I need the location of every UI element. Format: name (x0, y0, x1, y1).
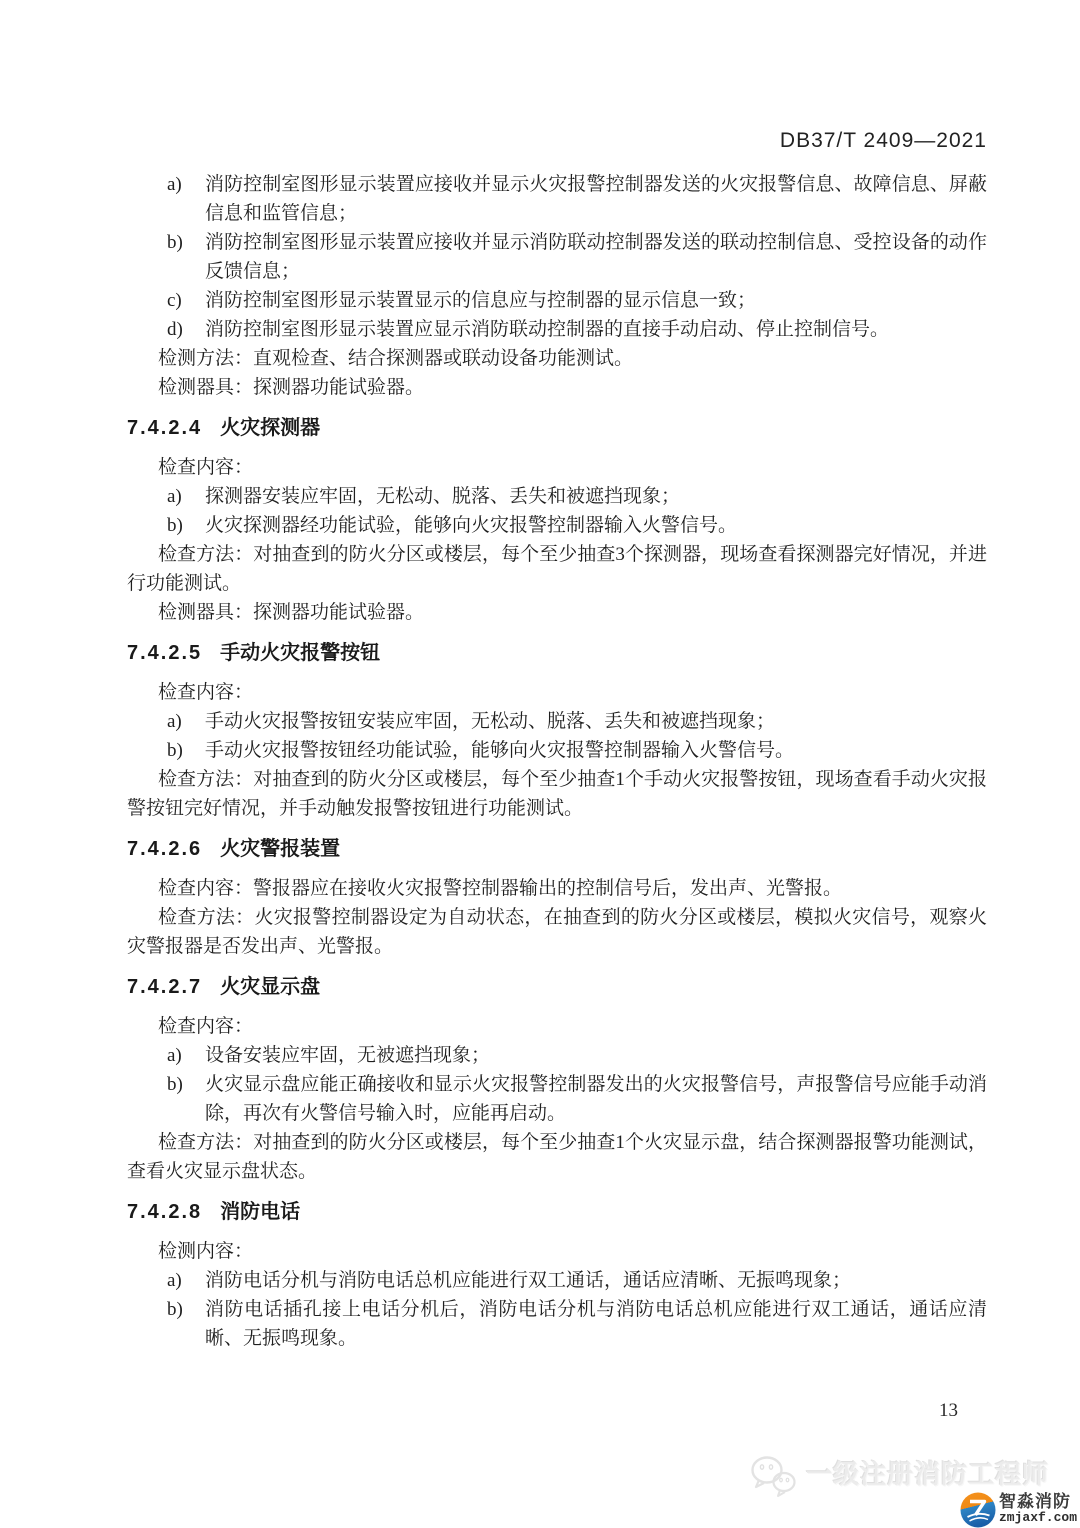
paragraph: 检查内容： (158, 1016, 254, 1037)
list-item (127, 1041, 987, 1070)
paragraph: 检查内容： (158, 457, 254, 478)
list-item-text: 消防控制室图形显示装置应接收并显示消防联动控制器发送的联动控制信息、受控设备的动作反馈信息； (205, 232, 987, 282)
list-item-label: b) (167, 232, 183, 253)
paragraph: 检查方法：火灾报警控制器设定为自动状态，在抽查到的防火分区或楼层，模拟火灾信号，观察火灾警报器是否发出声、光警报。 (127, 907, 987, 957)
list-item-label: b) (167, 515, 183, 536)
list-item-label: b) (167, 1074, 183, 1095)
list-item (127, 511, 987, 540)
section-title: 手动火灾报警按钮 (220, 642, 381, 664)
section-fire-display-panel (127, 973, 987, 1186)
list-item-text: 手动火灾报警按钮经功能试验，能够向火灾报警控制器输入火警信号。 (205, 740, 795, 761)
list-item (127, 1266, 987, 1295)
list-item-text: 火灾显示盘应能正确接收和显示火灾报警控制器发出的火灾报警信号，声报警信号应能手动消除，再次有火警信号输入时，应能再启动。 (205, 1074, 987, 1124)
list-item-label: d) (167, 319, 183, 340)
content-area (127, 170, 987, 1353)
paragraph: 检测方法：直观检查、结合探测器或联动设备功能测试。 (158, 348, 634, 369)
section-number: 7.4.2.4 (127, 417, 203, 439)
paragraph: 检查内容： (158, 682, 254, 703)
list-item (127, 1070, 987, 1128)
list-item-text: 消防控制室图形显示装置应显示消防联动控制器的直接手动启动、停止控制信号。 (205, 319, 890, 340)
section-number: 7.4.2.8 (127, 1201, 203, 1223)
intro-list (127, 170, 987, 402)
list-item (127, 315, 987, 344)
section-title: 消防电话 (220, 1201, 301, 1223)
section-manual-call-point (127, 639, 987, 823)
list-item-text: 消防控制室图形显示装置应接收并显示火灾报警控制器发送的火灾报警信息、故障信息、屏蔽信息和监管信息； (205, 174, 987, 224)
section-heading (127, 1198, 987, 1227)
section-number: 7.4.2.7 (127, 976, 203, 998)
watermark-text: 一级注册消防工程师 (806, 1460, 1050, 1489)
list-item-label: b) (167, 740, 183, 761)
section-heading (127, 973, 987, 1002)
section-title: 火灾显示盘 (220, 976, 321, 998)
list-item (127, 707, 987, 736)
list-item-text: 设备安装应牢固，无被遮挡现象； (205, 1045, 491, 1066)
list-item-label: a) (167, 711, 182, 732)
list-item-label: b) (167, 1299, 183, 1320)
paragraph: 检测内容： (158, 1241, 254, 1262)
doc-code: DB37/T 2409—2021 (779, 129, 987, 152)
list-item-text: 手动火灾报警按钮安装应牢固，无松动、脱落、丢失和被遮挡现象； (205, 711, 776, 732)
section-fire-telephone (127, 1198, 987, 1353)
paragraph: 检查方法：对抽查到的防火分区或楼层，每个至少抽查1个手动火灾报警按钮，现场查看手动火灾报警按钮完好情况，并手动触发报警按钮进行功能测试。 (127, 769, 987, 819)
list-item (127, 1295, 987, 1353)
brand-block (960, 1492, 1077, 1528)
list-item-label: a) (167, 174, 182, 195)
section-title: 火灾探测器 (220, 417, 321, 439)
section-fire-alarm-device (127, 835, 987, 961)
list-item-label: c) (167, 290, 182, 311)
section-heading (127, 639, 987, 668)
section-heading (127, 414, 987, 443)
list-item (127, 228, 987, 286)
list-item (127, 170, 987, 228)
section-title: 火灾警报装置 (220, 838, 341, 860)
list-item (127, 286, 987, 315)
page-number: 13 (939, 1400, 958, 1421)
paragraph: 检查方法：对抽查到的防火分区或楼层，每个至少抽查3个探测器，现场查看探测器完好情况，并进行功能测试。 (127, 544, 987, 594)
list-item-label: a) (167, 486, 182, 507)
list-item-label: a) (167, 1045, 182, 1066)
list-item (127, 482, 987, 511)
list-item-text: 消防电话分机与消防电话总机应能进行双工通话，通话应清晰、无振鸣现象； (205, 1270, 852, 1291)
list-item-text: 消防电话插孔接上电话分机后，消防电话分机与消防电话总机应能进行双工通话，通话应清晰、无振鸣现象。 (205, 1299, 987, 1349)
list-item-text: 消防控制室图形显示装置显示的信息应与控制器的显示信息一致； (205, 290, 757, 311)
section-number: 7.4.2.6 (127, 838, 203, 860)
wechat-icon (750, 1454, 798, 1498)
section-heading (127, 835, 987, 864)
paragraph: 检测器具：探测器功能试验器。 (158, 602, 425, 623)
list-item-text: 探测器安装应牢固，无松动、脱落、丢失和被遮挡现象； (205, 486, 681, 507)
paragraph: 检测器具：探测器功能试验器。 (158, 377, 425, 398)
brand-logo-icon (960, 1492, 996, 1528)
list-item (127, 736, 987, 765)
paragraph: 检查方法：对抽查到的防火分区或楼层，每个至少抽查1个火灾显示盘，结合探测器报警功能测试，查看火灾显示盘状态。 (127, 1132, 987, 1182)
paragraph: 检查内容：警报器应在接收火灾报警控制器输出的控制信号后，发出声、光警报。 (158, 878, 843, 899)
section-number: 7.4.2.5 (127, 642, 203, 664)
section-fire-detector (127, 414, 987, 627)
list-item-text: 火灾探测器经功能试验，能够向火灾报警控制器输入火警信号。 (205, 515, 738, 536)
brand-name: 智淼消防 (999, 1492, 1071, 1511)
brand-url: zmjaxf.com (999, 1510, 1078, 1525)
list-item-label: a) (167, 1270, 182, 1291)
